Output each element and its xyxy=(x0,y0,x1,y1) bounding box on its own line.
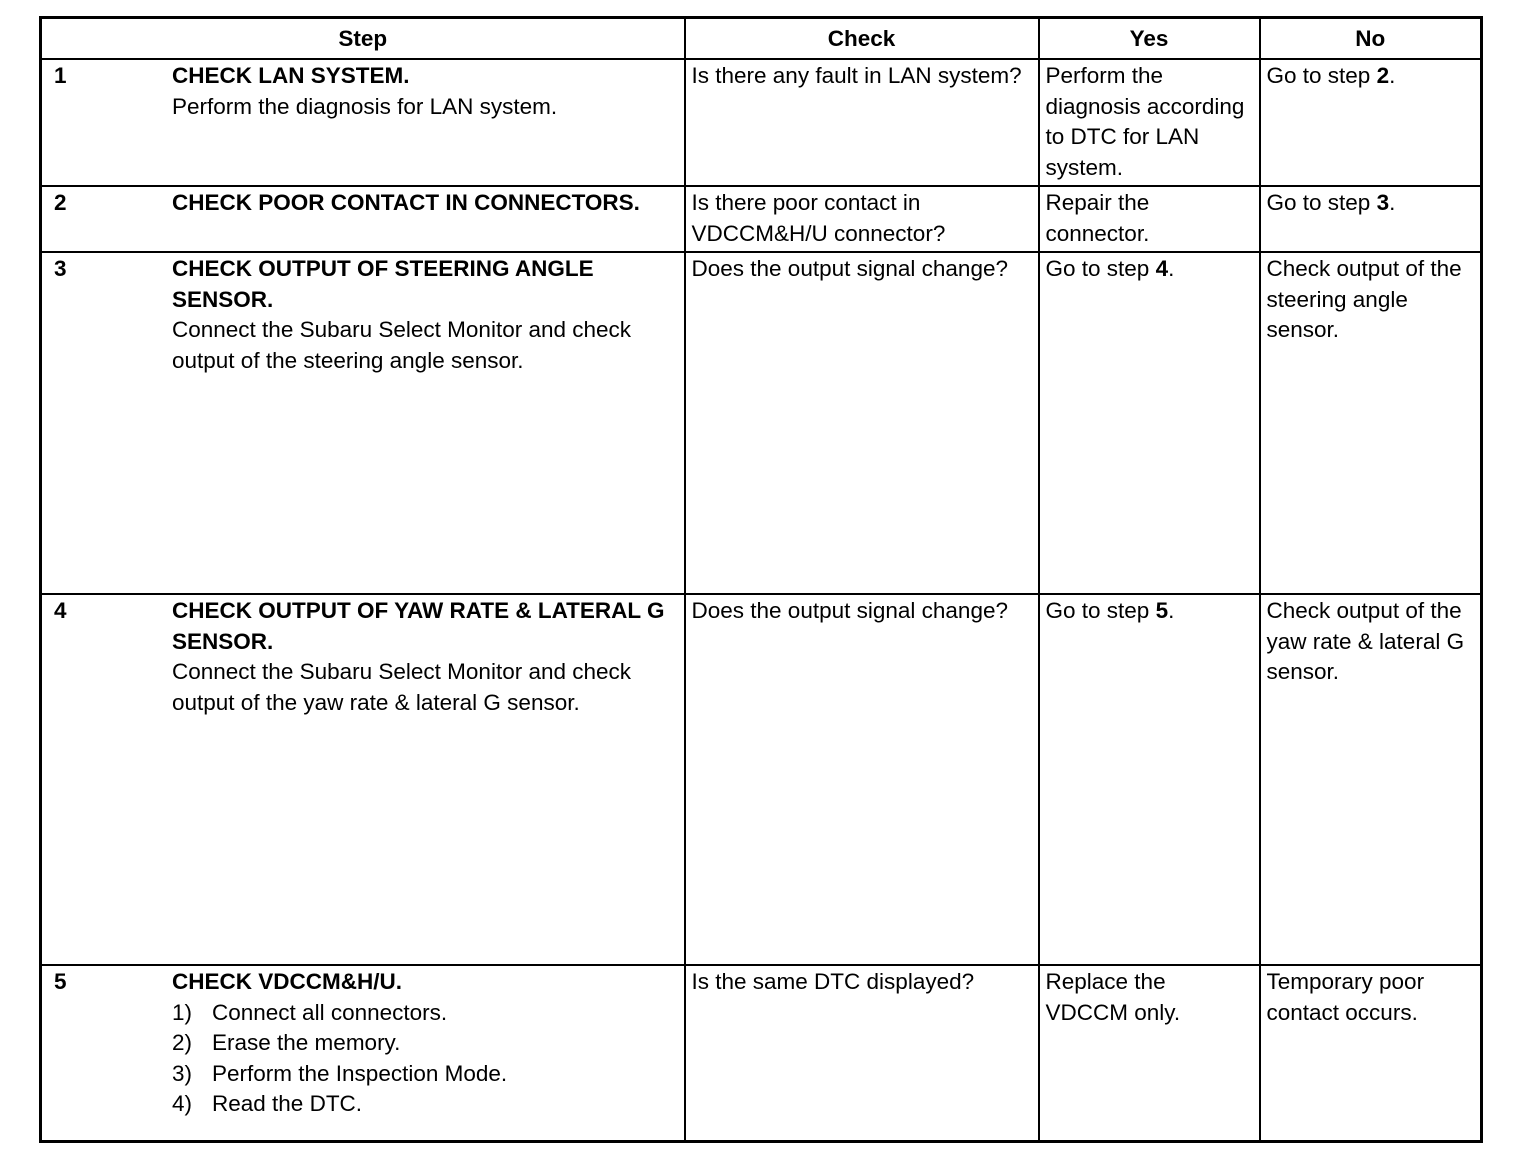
step-reference: 2 xyxy=(1376,63,1390,88)
step-reference: 3 xyxy=(1376,190,1390,215)
yes-text-end: . xyxy=(1168,256,1175,281)
header-no: No xyxy=(1260,18,1482,60)
yes-cell: Perform the diagnosis according to DTC for LAN system. xyxy=(1039,59,1260,186)
substep-list xyxy=(172,998,679,1120)
yes-text: Go to step xyxy=(1045,256,1156,281)
step-title: CHECK LAN SYSTEM. xyxy=(172,63,410,88)
header-row xyxy=(41,18,1482,60)
substep-text: Read the DTC. xyxy=(212,1091,363,1116)
diagnosis-table xyxy=(39,16,1483,1143)
no-cell xyxy=(1260,186,1482,252)
step-reference: 4 xyxy=(1155,256,1169,281)
step-title: CHECK OUTPUT OF YAW RATE & LATERAL G SENSOR. xyxy=(172,598,665,654)
step-title: CHECK OUTPUT OF STEERING ANGLE SENSOR. xyxy=(172,256,594,312)
table-row xyxy=(41,186,1482,252)
step-cell xyxy=(41,965,685,1141)
no-text: Go to step xyxy=(1266,63,1377,88)
step-title: CHECK POOR CONTACT IN CONNECTORS. xyxy=(172,190,640,215)
substep-number: 4) xyxy=(172,1091,193,1116)
step-number: 5 xyxy=(54,969,67,994)
no-text-end: . xyxy=(1389,190,1396,215)
table-row xyxy=(41,59,1482,186)
yes-cell xyxy=(1039,594,1260,965)
yes-cell: Replace the VDCCM only. xyxy=(1039,965,1260,1141)
check-cell: Does the output signal change? xyxy=(685,252,1039,594)
step-description: Connect the Subaru Select Monitor and check output of the yaw rate & lateral G sensor. xyxy=(172,659,632,715)
list-item xyxy=(172,1028,679,1059)
step-reference: 5 xyxy=(1155,598,1169,623)
step-title: CHECK VDCCM&H/U. xyxy=(172,969,402,994)
step-cell xyxy=(41,252,685,594)
substep-number: 1) xyxy=(172,999,193,1025)
no-cell: Check output of the yaw rate & lateral G sensor. xyxy=(1260,594,1482,965)
step-cell xyxy=(41,59,685,186)
step-cell xyxy=(41,186,685,252)
step-cell xyxy=(41,594,685,965)
step-number: 4 xyxy=(54,598,67,623)
step-number: 2 xyxy=(54,190,67,215)
header-yes: Yes xyxy=(1039,18,1260,60)
header-check: Check xyxy=(685,18,1039,60)
substep-number: 3) xyxy=(172,1060,193,1086)
substep-text: Connect all connectors. xyxy=(212,999,448,1025)
table-row xyxy=(41,594,1482,965)
step-description: Connect the Subaru Select Monitor and check output of the steering angle sensor. xyxy=(172,317,632,373)
substep-text: Erase the memory. xyxy=(212,1030,401,1055)
yes-text: Go to step xyxy=(1045,598,1156,623)
step-number: 1 xyxy=(54,63,67,88)
no-text-end: . xyxy=(1389,63,1396,88)
check-cell: Does the output signal change? xyxy=(685,594,1039,965)
header-step: Step xyxy=(41,18,685,60)
check-cell: Is there poor contact in VDCCM&H/U connector? xyxy=(685,186,1039,252)
no-cell: Check output of the steering angle sensor. xyxy=(1260,252,1482,594)
no-text: Go to step xyxy=(1266,190,1377,215)
list-item xyxy=(172,1089,679,1120)
table-row xyxy=(41,965,1482,1141)
check-cell: Is there any fault in LAN system? xyxy=(685,59,1039,186)
list-item xyxy=(172,998,679,1029)
list-item xyxy=(172,1059,679,1090)
no-cell: Temporary poor contact occurs. xyxy=(1260,965,1482,1141)
substep-number: 2) xyxy=(172,1030,193,1055)
step-description: Perform the diagnosis for LAN system. xyxy=(172,93,558,119)
substep-text: Perform the Inspection Mode. xyxy=(212,1060,508,1086)
yes-cell xyxy=(1039,252,1260,594)
step-number: 3 xyxy=(54,256,67,281)
check-cell: Is the same DTC displayed? xyxy=(685,965,1039,1141)
yes-cell: Repair the connector. xyxy=(1039,186,1260,252)
yes-text-end: . xyxy=(1168,598,1175,623)
no-cell xyxy=(1260,59,1482,186)
table-row xyxy=(41,252,1482,594)
